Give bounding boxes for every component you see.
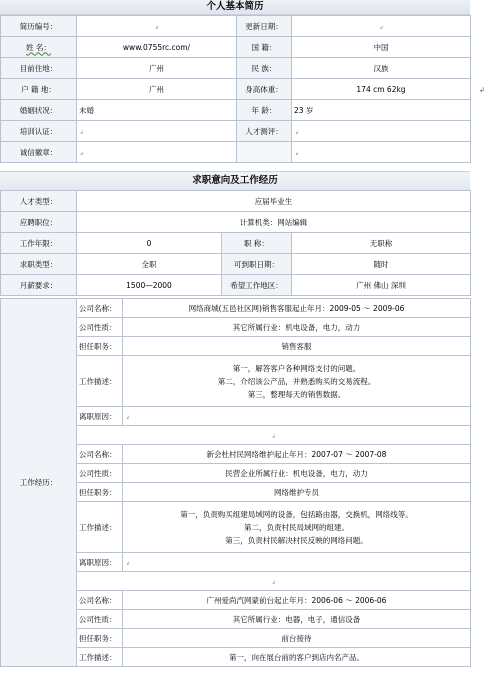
job-label: 应聘职位： [1,212,77,233]
nationality-value: 中国 [292,37,471,58]
leave-value: ↲ [123,407,471,426]
name-label: 姓 名： [1,37,77,58]
position-label: 担任职务： [77,337,123,356]
arrival-label: 可到职日期： [222,254,292,275]
position-label: 担任职务： [77,483,123,502]
desc-value [123,502,471,553]
height-weight-label: 身高体重： [237,79,292,100]
credit-empty-cell [237,142,292,163]
seek-type-label: 求职类型： [1,254,77,275]
years-label: 工作年限： [1,233,77,254]
credit-extra-cell: ↲ [292,142,471,163]
desc-line: 第一，负责购买组建局域网的设备，包括路由器，交换机，网络线等。 [180,509,413,519]
position-value: 前台接待 [123,629,471,648]
nature-label: 公司性质： [77,464,123,483]
table-row [1,37,471,58]
desc-value [123,356,471,407]
rating-value: ↲ [292,121,471,142]
desc-line: 第二，介绍该公产品，并熟悉购买的交易流程。 [217,376,376,386]
resume-no-label: 简历编号： [1,16,77,37]
arrival-value: 随时 [292,254,471,275]
desc-line: 第一，解答客户各种网络支付的问题。 [232,363,361,373]
age-label: 年 龄： [237,100,292,121]
nature-value: 民营企业所属行业：机电设备，电力，动力 [123,464,471,483]
seek-type-value: 全职 [77,254,222,275]
table-row [1,299,471,318]
leave-value: ↲ [123,553,471,572]
residence-value: 广州 [77,58,237,79]
ethnicity-value: 汉族 [292,58,471,79]
hukou-label: 户 籍 地： [1,79,77,100]
credit-label: 诚信徽章： [1,142,77,163]
nature-value: 其它所属行业：机电设备，电力，动力 [123,318,471,337]
position-value: 销售客服 [123,337,471,356]
area-label: 希望工作地区： [222,275,292,296]
cert-label: 培训认证： [1,121,77,142]
company-value: 网络商城(五邑社区网)销售客服起止年月：2009-05 ～ 2009-06 [123,299,471,318]
update-date-label: 更新日期： [237,16,292,37]
table-row [1,79,471,100]
table-row [1,254,471,275]
section-title-intent: 求职意向及工作经历 [0,171,470,191]
experience-table [0,298,471,667]
table-row [1,212,471,233]
nationality-label: 国 籍： [237,37,292,58]
update-date-value: ↲ [292,16,471,37]
nature-value: 其它所属行业：电器，电子，通信设备 [123,610,471,629]
cert-value: ↲ [77,121,237,142]
leave-label: 离职原因： [77,553,123,572]
table-row [1,16,471,37]
table-row [1,275,471,296]
title-label: 职 称： [222,233,292,254]
company-label: 公司名称： [77,299,123,318]
salary-label: 月薪要求： [1,275,77,296]
basic-info-table [0,15,471,163]
experience-label: 工作经历： [1,299,77,667]
marital-label: 婚姻状况： [1,100,77,121]
years-value: 0 [77,233,222,254]
title-value: 无职称 [292,233,471,254]
company-value: 新会杜村民网络维护起止年月：2007-07 ～ 2007-08 [123,445,471,464]
area-value: 广州 佛山 深圳 [292,275,471,296]
desc-value [123,648,471,667]
company-label: 公司名称： [77,445,123,464]
desc-line: 第一，向在展台前的客户到店内名产品。 [229,652,364,662]
credit-value: ↲ [77,142,237,163]
talent-type-label: 人才类型： [1,191,77,212]
position-value: 网络维护专员 [123,483,471,502]
desc-label: 工作描述： [77,356,123,407]
job-value: 计算机类：网站编辑 [77,212,471,233]
section-title-basic: 个人基本简历 [0,0,470,15]
leave-label: 离职原因： [77,407,123,426]
position-label: 担任职务： [77,629,123,648]
desc-line: 第三，整理每天的销售数据。 [247,389,346,399]
table-row [1,121,471,142]
desc-line: 第三，负责村民解决村民反映的网络问题。 [225,535,368,545]
marital-value: 未婚 [77,100,237,121]
hukou-value: 广州 [77,79,237,100]
salary-value: 1500—2000 [77,275,222,296]
ethnicity-label: 民 族： [237,58,292,79]
table-row [1,142,471,163]
desc-label: 工作描述： [77,648,123,667]
nature-label: 公司性质： [77,318,123,337]
name-value: www.0755rc.com/ [77,37,237,58]
nature-label: 公司性质： [77,610,123,629]
desc-label: 工作描述： [77,502,123,553]
return-mark-icon: ↲ [479,86,485,94]
table-row [1,100,471,121]
residence-label: 目前住地： [1,58,77,79]
talent-type-value: 应届毕业生 [77,191,471,212]
intent-table [0,190,471,296]
height-weight-value: 174 cm 62kg [292,79,471,100]
age-value: 23 岁 [292,100,471,121]
table-row [1,191,471,212]
spacer-row: ↲ [77,426,471,445]
company-label: 公司名称： [77,591,123,610]
company-value: 广州爱尚汽网蒙前台起止年月：2006-06 ～ 2006-06 [123,591,471,610]
desc-line: 第二，负责村民局域网的组建。 [244,522,349,532]
spacer-row: ↲ [77,572,471,591]
rating-label: 人才测评： [237,121,292,142]
table-row [1,58,471,79]
resume-no-value: ↲ [77,16,237,37]
table-row [1,233,471,254]
